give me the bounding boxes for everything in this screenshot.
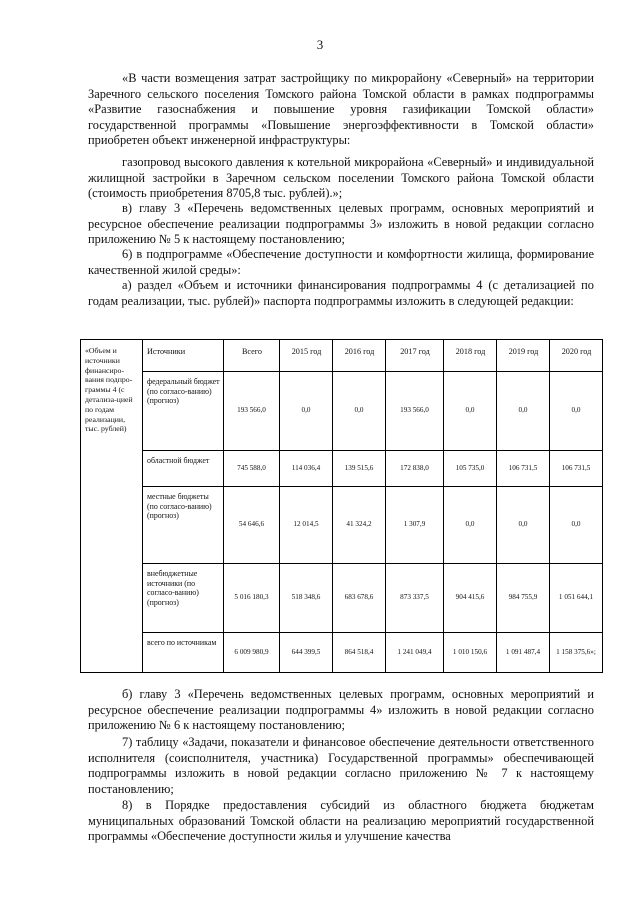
paragraph-acquisition: «В части возмещения затрат застройщику по микрорайону «Северный» на территории Заречного сельского поселения Томского района Томской области в рамках подпрограммы «Развитие газоснабжения и повышение уровня газификации Томской области» государственной программы «Повышение энергоэффективности в Томской области» приобретен объект инженерной инфраструктуры: <box>88 71 594 147</box>
table-cell: 106 731,5 <box>550 451 603 487</box>
table-row-total <box>81 633 603 673</box>
table-cell: 644 399,5 <box>280 633 333 673</box>
table-cell: 172 838,0 <box>386 451 444 487</box>
paragraph-section-volume: а) раздел «Объем и источники финансирования подпрограммы 4 (с детализацией по годам реализации, тыс. рублей)» паспорта подпрограммы изложить в следующей редакции: <box>88 278 594 308</box>
row-label-total: всего по источникам <box>143 633 224 673</box>
table-row-local <box>81 487 603 564</box>
table-row-regional <box>81 451 603 487</box>
paragraph-tasks-table: 7) таблицу «Задачи, показатели и финансовое обеспечение деятельности ответственного исполнителя (соисполнителя, участника) Государственной программы» обеспечивающей подпрограммы изложить в новой редакции согласно приложению № 7 к настоящему постановлению; <box>88 735 594 796</box>
paragraph-subprogram-housing: 6) в подпрограмме «Обеспечение доступности и комфортности жилища, формирование качественной жилой среды»: <box>88 247 594 277</box>
table-cell: 114 036,4 <box>280 451 333 487</box>
header-2015: 2015 год <box>280 340 333 372</box>
table-cell: 6 009 980,9 <box>224 633 280 673</box>
table-cell: 0,0 <box>444 372 497 451</box>
table-cell: 54 646,6 <box>224 487 280 564</box>
header-2018: 2018 год <box>444 340 497 372</box>
header-2016: 2016 год <box>333 340 386 372</box>
table-cell: 0,0 <box>497 372 550 451</box>
header-2017: 2017 год <box>386 340 444 372</box>
header-2019: 2019 год <box>497 340 550 372</box>
table-cell: 683 678,6 <box>333 564 386 633</box>
row-label-regional: областной бюджет <box>143 451 224 487</box>
table-cell: 0,0 <box>550 372 603 451</box>
table-cell: 1 010 150,6 <box>444 633 497 673</box>
table-cell: 1 091 487,4 <box>497 633 550 673</box>
table-row-federal <box>81 372 603 451</box>
header-total: Всего <box>224 340 280 372</box>
row-label-local: местные бюджеты (по согласо-ванию) (прогноз) <box>143 487 224 564</box>
row-label-federal: федеральный бюджет (по согласо-ванию) (прогноз) <box>143 372 224 451</box>
table-cell: 139 515,6 <box>333 451 386 487</box>
table-cell: 0,0 <box>280 372 333 451</box>
table-cell: 873 337,5 <box>386 564 444 633</box>
table-cell: 904 415,6 <box>444 564 497 633</box>
table-first-cell: «Объем и источники финансиро-вания подпро-граммы 4 (с детализа-цией по годам реализации, тыс. рублей) <box>81 340 143 673</box>
table-cell: 745 588,0 <box>224 451 280 487</box>
table-cell: 1 241 049,4 <box>386 633 444 673</box>
table-cell: 0,0 <box>497 487 550 564</box>
table-cell: 1 051 644,1 <box>550 564 603 633</box>
table-cell: 518 348,6 <box>280 564 333 633</box>
table-row-extrabudget <box>81 564 603 633</box>
table-cell: 1 158 375,6»; <box>550 633 603 673</box>
table-cell: 106 731,5 <box>497 451 550 487</box>
financing-table <box>80 339 603 673</box>
paragraph-gas-pipeline: газопровод высокого давления к котельной микрорайона «Северный» и индивидуальной жилищной застройки в Заречном сельском поселении Томского района Томской области (стоимость приобретения 8705,8 тыс. рублей).»; <box>88 155 594 200</box>
paragraph-subsidies-order: 8) в Порядке предоставления субсидий из областного бюджета бюджетам муниципальных образований Томской области на реализацию мероприятий государственной программы «Обеспечение доступности жилья и улучшение качества <box>88 798 594 843</box>
header-sources: Источники <box>143 340 224 372</box>
table-cell: 41 324,2 <box>333 487 386 564</box>
table-cell: 864 518,4 <box>333 633 386 673</box>
table-cell: 0,0 <box>333 372 386 451</box>
page-number: 3 <box>316 37 324 52</box>
table-cell: 1 307,9 <box>386 487 444 564</box>
table-cell: 193 566,0 <box>386 372 444 451</box>
table-cell: 12 014,5 <box>280 487 333 564</box>
table-cell: 0,0 <box>550 487 603 564</box>
paragraph-chapter3-sub3: в) главу 3 «Перечень ведомственных целевых программ, основных мероприятий и ресурсное обеспечение реализации подпрограммы 3» изложить в новой редакции согласно приложению № 5 к настоящему постановлению; <box>88 201 594 246</box>
table-cell: 105 735,0 <box>444 451 497 487</box>
table-cell: 984 755,9 <box>497 564 550 633</box>
paragraph-chapter3-sub4: б) главу 3 «Перечень ведомственных целевых программ, основных мероприятий и ресурсное обеспечение реализации подпрограммы 4» изложить в новой редакции согласно приложению № 6 к настоящему постановлению; <box>88 687 594 732</box>
table-cell: 5 016 180,3 <box>224 564 280 633</box>
table-cell: 0,0 <box>444 487 497 564</box>
row-label-extrabudget: внебюджетные источники (по согласо-ванию) (прогноз) <box>143 564 224 633</box>
table-cell: 193 566,0 <box>224 372 280 451</box>
header-2020: 2020 год <box>550 340 603 372</box>
